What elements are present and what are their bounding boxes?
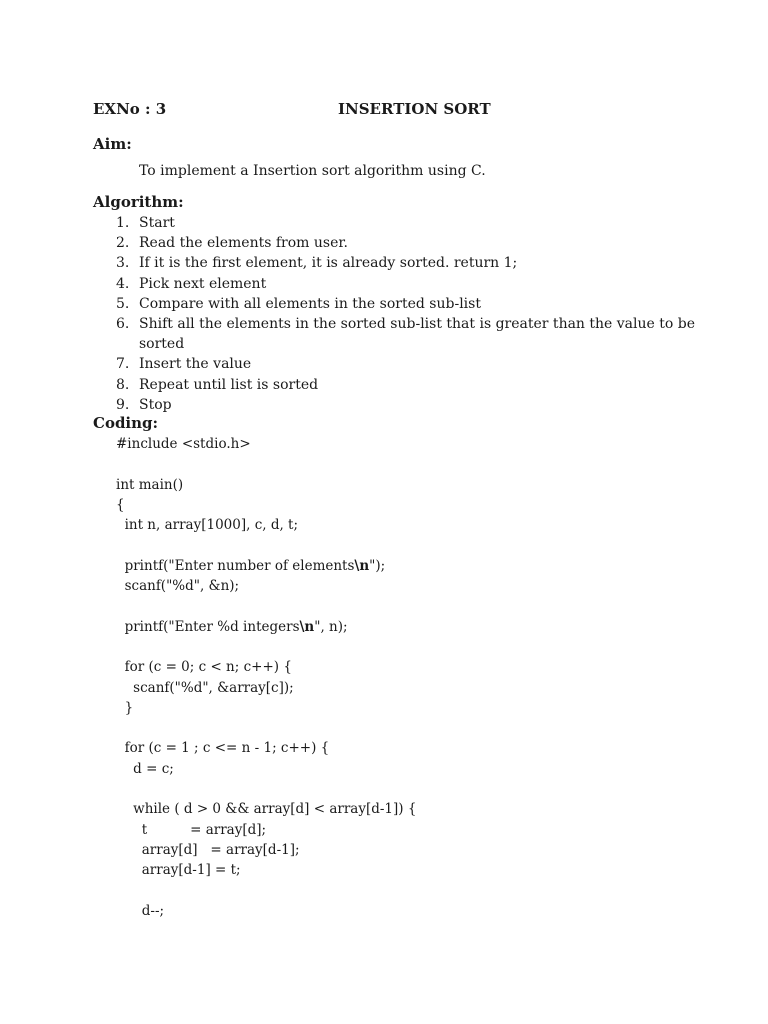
code-line [116, 718, 416, 738]
code-line: d = c; [116, 760, 174, 777]
step-text: Pick next element [139, 275, 267, 292]
step-text: Stop [139, 396, 172, 413]
code-line: int n, array[1000], c, d, t; [116, 517, 299, 534]
code-line [116, 779, 416, 799]
algorithm-heading: Algorithm: [93, 193, 184, 211]
code-line: array[d] = array[d-1]; [116, 841, 300, 858]
algorithm-step [116, 294, 716, 314]
code-line: { [116, 496, 125, 513]
algorithm-list [116, 213, 716, 415]
step-number: 6. [116, 316, 130, 333]
document-header [93, 100, 693, 122]
step-number: 4. [116, 275, 130, 292]
step-number: 5. [116, 295, 130, 312]
code-line: printf("Enter %d integers\n", n); [116, 618, 348, 635]
experiment-number: EXNo : 3 [93, 100, 167, 118]
code-line: printf("Enter number of elements\n"); [116, 557, 386, 574]
algorithm-step [116, 253, 716, 273]
code-line: t = array[d]; [116, 821, 267, 838]
code-line: d--; [116, 902, 165, 919]
step-text: Insert the value [139, 356, 252, 373]
code-line [116, 596, 416, 616]
step-number: 2. [116, 235, 130, 252]
algorithm-step [116, 395, 716, 415]
step-number: 1. [116, 215, 130, 231]
step-text: Start [139, 215, 175, 231]
step-text: Read the elements from user. [139, 235, 348, 252]
code-line: } [116, 699, 134, 716]
step-text: Compare with all elements in the sorted sub-list [139, 295, 481, 312]
code-line: int main() [116, 476, 184, 493]
code-line [116, 637, 416, 657]
algorithm-step [116, 233, 716, 253]
coding-heading: Coding: [93, 414, 159, 432]
step-number: 3. [116, 255, 130, 272]
algorithm-step [116, 354, 716, 374]
algorithm-step [116, 375, 716, 395]
code-line: for (c = 0; c < n; c++) { [116, 659, 292, 676]
algorithm-step [116, 274, 716, 294]
code-line: #include <stdio.h> [116, 436, 251, 452]
document-title: INSERTION SORT [338, 100, 491, 118]
step-text: If it is the first element, it is already sorted. return 1; [139, 255, 518, 272]
code-line [116, 535, 416, 555]
code-block [116, 434, 416, 921]
aim-heading: Aim: [93, 135, 132, 153]
step-number: 7. [116, 356, 130, 373]
step-number: 9. [116, 396, 130, 413]
step-text: Shift all the elements in the sorted sub-list that is greater than the value to be sorted [139, 316, 696, 353]
algorithm-step [116, 314, 716, 354]
code-line: for (c = 1 ; c <= n - 1; c++) { [116, 740, 330, 757]
code-line: while ( d > 0 && array[d] < array[d-1]) { [116, 801, 417, 818]
step-number: 8. [116, 376, 130, 393]
code-line [116, 454, 416, 474]
aim-text: To implement a Insertion sort algorithm using C. [139, 163, 486, 179]
code-line: scanf("%d", &array[c]); [116, 679, 294, 696]
code-line: array[d-1] = t; [116, 862, 241, 879]
code-line [116, 881, 416, 901]
code-line: scanf("%d", &n); [116, 578, 240, 595]
step-text: Repeat until list is sorted [139, 376, 319, 393]
algorithm-step [116, 213, 716, 233]
